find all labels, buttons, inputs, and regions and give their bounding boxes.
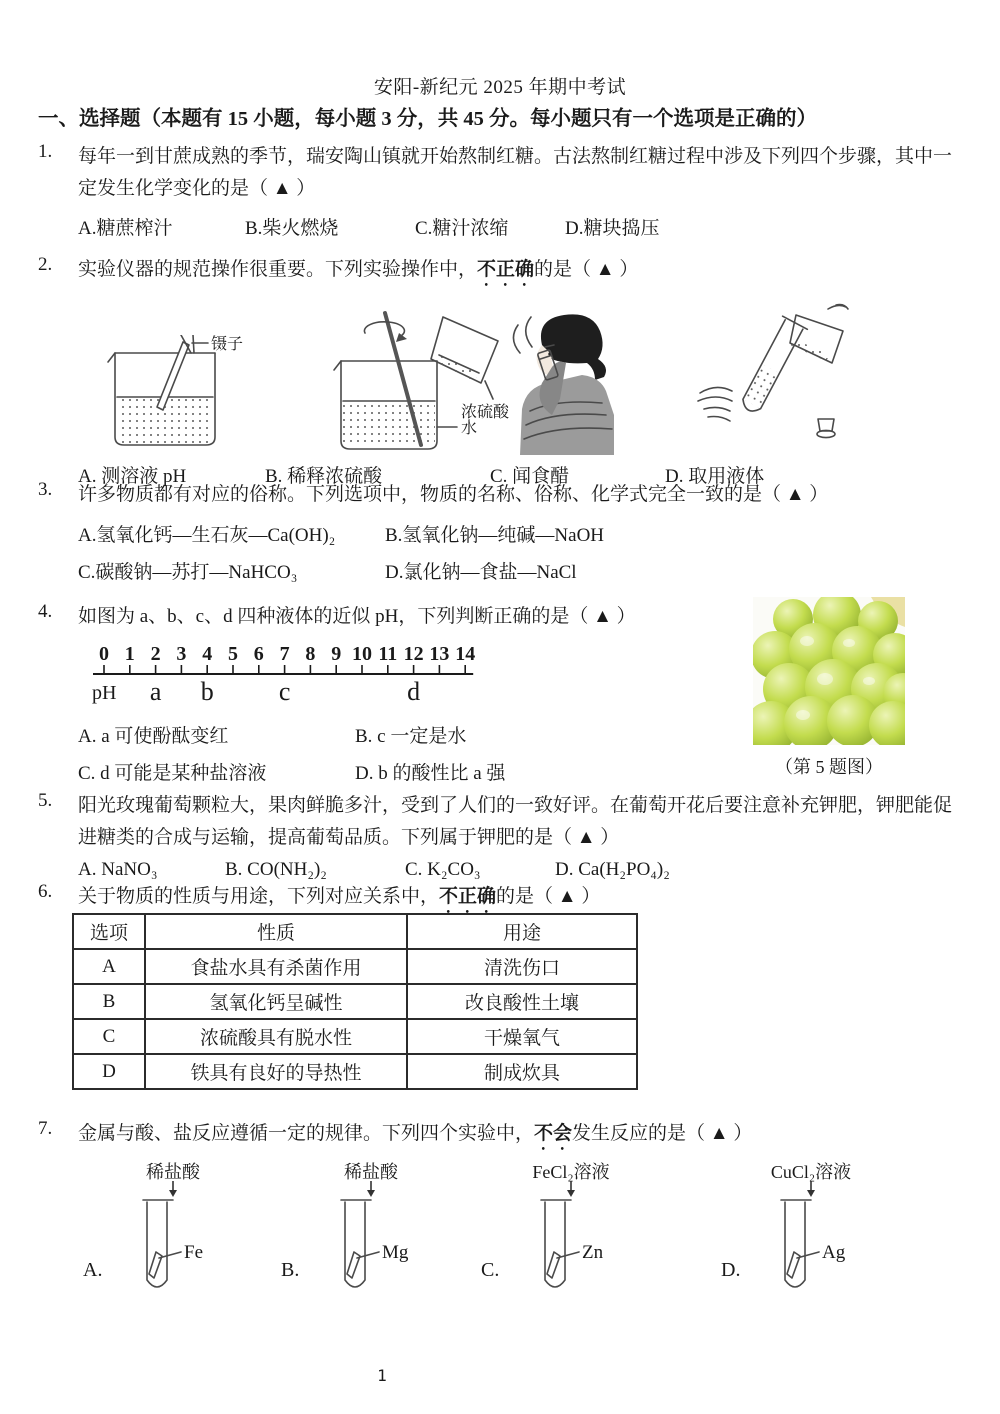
metal-label: Zn [582, 1242, 604, 1263]
down-arrow-icon [167, 1181, 179, 1197]
caption-a: A. 测溶液 pH [78, 466, 187, 487]
question-text: 关于物质的性质与用途，下列对应关系中，不正确的是（ ▲ ） [78, 886, 601, 907]
svg-text:9: 9 [331, 643, 342, 665]
option-d: D.氯化钠—食盐—NaCl [385, 562, 577, 583]
question-number: 5. [38, 790, 53, 811]
svg-text:pH: pH [92, 682, 117, 704]
test-tube-figure [123, 1196, 253, 1296]
question-number: 2. [38, 254, 53, 275]
option-c: C.碳酸钠—苏打—NaHCO₃ [78, 562, 298, 583]
tweezers-label: 镊子 [211, 336, 244, 353]
experiment-letter: A. [83, 1259, 103, 1281]
water-label: 水 [461, 420, 478, 437]
caption-b: B. 稀释浓硫酸 [265, 466, 383, 487]
test-tube-figure [521, 1196, 651, 1296]
test-tube-figure [321, 1196, 451, 1296]
svg-text:8: 8 [305, 643, 316, 665]
option-a: A. NaNO₃ [78, 859, 158, 880]
svg-text:6: 6 [253, 643, 264, 665]
svg-text:4: 4 [202, 643, 213, 665]
option-a: A.糖蔗榨汁 [78, 218, 173, 239]
down-arrow-icon [805, 1181, 817, 1197]
down-arrow-icon [365, 1181, 377, 1197]
figure-pour-liquid [678, 301, 863, 455]
svg-text:0: 0 [99, 643, 109, 665]
test-tube-figure [761, 1196, 891, 1296]
table-row: D 铁具有良好的导热性 制成炊具 [73, 1054, 637, 1089]
question-number: 3. [38, 479, 53, 500]
option-b: B.柴火燃烧 [245, 218, 339, 239]
solution-label: CuCl₂溶液 [770, 1162, 852, 1182]
option-c: C. d 可能是某种盐溶液 [78, 763, 267, 784]
question-number: 4. [38, 601, 53, 622]
option-a: A.氢氧化钙—生石灰—Ca(OH)₂ [78, 525, 336, 546]
grapes-caption: （第 5 题图） [775, 757, 883, 777]
svg-text:3: 3 [176, 643, 187, 665]
svg-text:a: a [149, 677, 162, 706]
option-d: D. b 的酸性比 a 强 [355, 763, 506, 784]
emphasis-text: 不正确 [477, 259, 535, 280]
question-number: 7. [38, 1118, 53, 1139]
grapes-image [753, 597, 905, 745]
question-1 [38, 141, 973, 240]
question-text: 如图为 a、b、c、d 四种液体的近似 pH，下列判断正确的是（ ▲ ） [78, 606, 636, 627]
option-b: B.氢氧化钠—纯碱—NaOH [385, 525, 605, 546]
acid-label: 浓硫酸 [461, 404, 510, 421]
svg-text:11: 11 [378, 643, 398, 665]
grapes-figure [753, 597, 905, 779]
svg-text:c: c [278, 677, 291, 706]
question-number: 6. [38, 881, 53, 902]
table-row: C 浓硫酸具有脱水性 干燥氧气 [73, 1019, 637, 1054]
experiment-b [281, 1158, 481, 1298]
figure-measure-ph [93, 335, 268, 453]
question-text: 金属与酸、盐反应遵循一定的规律。下列四个实验中，不会发生反应的是（ ▲ ） [78, 1123, 753, 1144]
option-c: C. K₂CO₃ [405, 859, 481, 880]
question-text: 实验仪器的规范操作很重要。下列实验操作中，不正确的是（ ▲ ） [78, 259, 639, 280]
svg-text:10: 10 [352, 643, 372, 665]
svg-text:2: 2 [150, 643, 161, 665]
emphasis-text: 不正确 [439, 886, 497, 907]
svg-text:5: 5 [228, 643, 238, 665]
option-d: D.糖块捣压 [565, 218, 660, 239]
table-row: A 食盐水具有杀菌作用 清洗伤口 [73, 949, 637, 984]
down-arrow-icon [565, 1181, 577, 1197]
section-heading: 一、选择题（本题有 15 小题，每小题 3 分，共 45 分。每小题只有一个选项是正确的） [38, 108, 817, 130]
question-7 [38, 1118, 973, 1155]
option-d: D. Ca(H₂PO₄)₂ [555, 859, 670, 880]
col-header-use: 用途 [407, 914, 637, 949]
question-text-line2: 定发生化学变化的是（ ▲ ） [78, 178, 316, 199]
solution-label: FeCl₂溶液 [532, 1162, 610, 1182]
col-header-property: 性质 [145, 914, 407, 949]
experiment-c [481, 1158, 681, 1298]
figure-smell-vinegar [490, 301, 640, 455]
experiment-letter: B. [281, 1259, 300, 1281]
option-a: A. a 可使酚酞变红 [78, 726, 229, 747]
svg-text:12: 12 [403, 643, 424, 665]
figure-dilute-acid [293, 299, 523, 457]
question-2 [38, 254, 973, 487]
option-b: B. c 一定是水 [355, 726, 467, 747]
svg-text:d: d [407, 677, 421, 706]
svg-text:7: 7 [279, 643, 290, 665]
table-row: B 氢氧化钙呈碱性 改良酸性土壤 [73, 984, 637, 1019]
page-title: 安阳-新纪元 2025 年期中考试 [373, 77, 627, 98]
metal-label: Fe [184, 1242, 203, 1263]
experiment-letter: D. [721, 1259, 741, 1281]
svg-text:13: 13 [429, 643, 450, 665]
svg-text:1: 1 [124, 643, 135, 665]
solution-label: 稀盐酸 [344, 1162, 398, 1182]
metal-label: Mg [382, 1242, 409, 1263]
question-text-line1: 阳光玫瑰葡萄颗粒大，果肉鲜脆多汁，受到了人们的一致好评。在葡萄开花后要注意补充钾肥，钾肥能促 [78, 795, 953, 816]
q6-table [72, 913, 638, 1090]
caption-c: C. 闻食醋 [490, 466, 570, 487]
table-header-row [73, 914, 637, 949]
solution-label: 稀盐酸 [146, 1162, 200, 1182]
option-b: B. CO(NH₂)₂ [225, 859, 327, 880]
question-number: 1. [38, 141, 53, 162]
page-number: 1 [377, 1366, 387, 1385]
question-text-line1: 每年一到甘蔗成熟的季节，瑞安陶山镇就开始熬制红糖。古法熬制红糖过程中涉及下列四个步骤，其中一 [78, 146, 953, 167]
question-5 [38, 790, 973, 881]
emphasis-text: 不会 [534, 1123, 573, 1144]
svg-text:14: 14 [455, 643, 476, 665]
q2-figures [78, 299, 973, 457]
svg-text:b: b [200, 677, 214, 706]
question-3 [38, 479, 973, 584]
option-c: C.糖汁浓缩 [415, 218, 509, 239]
q7-experiments [38, 1158, 973, 1298]
experiment-a [83, 1158, 283, 1298]
experiment-d [721, 1158, 921, 1298]
question-text-line2: 进糖类的合成与运输，提高葡萄品质。下列属于钾肥的是（ ▲ ） [78, 827, 620, 848]
metal-label: Ag [822, 1242, 846, 1263]
question-text: 许多物质都有对应的俗称。下列选项中，物质的名称、俗称、化学式完全一致的是（ ▲ ） [78, 484, 829, 505]
col-header-option: 选项 [73, 914, 145, 949]
experiment-letter: C. [481, 1259, 500, 1281]
caption-d: D. 取用液体 [665, 466, 765, 487]
